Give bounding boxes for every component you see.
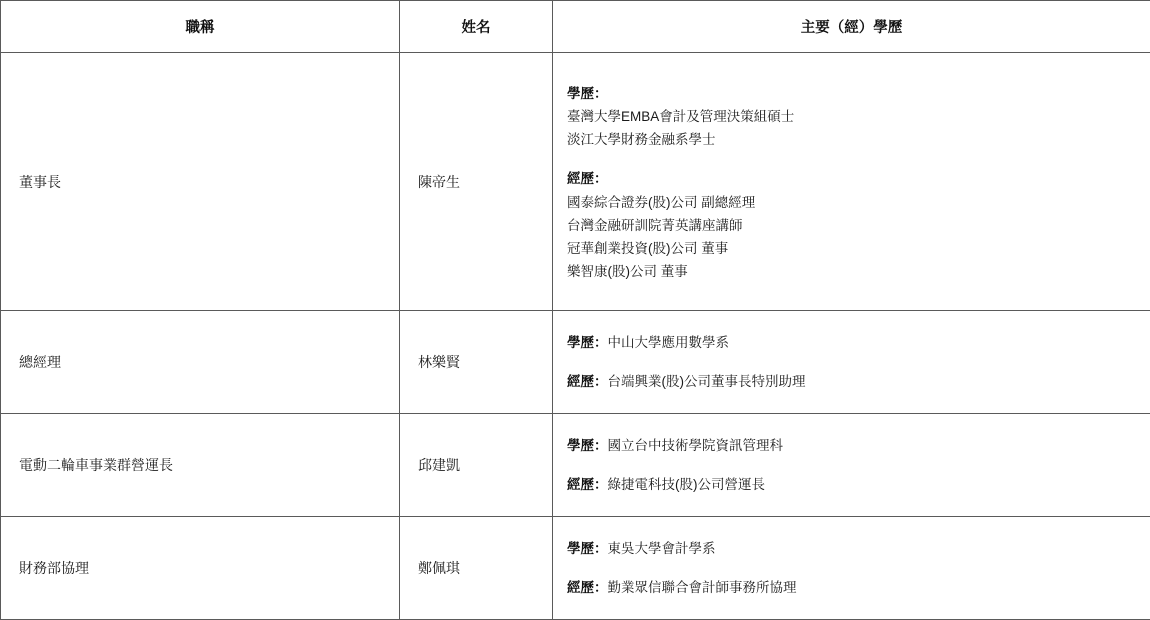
education-label: 學歷：	[567, 540, 608, 556]
cell-title: 董事長	[1, 53, 400, 311]
table-row	[1, 311, 1150, 414]
cell-name: 林樂賢	[400, 311, 553, 414]
education-group	[567, 331, 1136, 354]
experience-item: 冠華創業投資(股)公司 董事	[567, 240, 729, 256]
experience-item: 國泰綜合證券(股)公司 副總經理	[567, 194, 756, 210]
education-group	[567, 434, 1136, 457]
cell-name: 鄭佩琪	[400, 517, 553, 620]
experience-item: 樂智康(股)公司 董事	[567, 264, 688, 280]
education-group	[567, 82, 1136, 152]
experience-label: 經歷：	[567, 171, 608, 187]
column-header-education: 主要（經）學歷	[553, 1, 1150, 53]
experience-label: 經歷：	[567, 477, 608, 492]
cell-education	[553, 414, 1150, 517]
cell-education	[553, 517, 1150, 620]
experience-item: 台端興業(股)公司董事長特別助理	[607, 374, 806, 389]
education-group	[567, 537, 1136, 560]
experience-item: 台灣金融研訓院菁英講座講師	[567, 217, 743, 233]
table-row	[1, 53, 1150, 311]
experience-item: 勤業眾信聯合會計師事務所協理	[607, 580, 797, 595]
education-label: 學歷：	[567, 85, 608, 101]
column-header-title: 職稱	[1, 1, 400, 53]
education-item: 國立台中技術學院資訊管理科	[607, 437, 783, 453]
cell-education	[553, 53, 1150, 311]
cell-title: 電動二輪車事業群營運長	[1, 414, 400, 517]
education-label: 學歷：	[567, 437, 608, 453]
cell-title: 財務部協理	[1, 517, 400, 620]
experience-group	[567, 576, 1136, 599]
column-header-name: 姓名	[400, 1, 553, 53]
experience-group	[567, 167, 1136, 283]
education-label: 學歷：	[567, 334, 608, 350]
cell-education	[553, 311, 1150, 414]
table-row	[1, 414, 1150, 517]
education-item: 臺灣大學EMBA會計及管理決策組碩士	[567, 108, 795, 124]
cell-name: 陳帝生	[400, 53, 553, 311]
education-item: 中山大學應用數學系	[607, 334, 729, 350]
cell-title: 總經理	[1, 311, 400, 414]
experience-group	[567, 473, 1136, 496]
experience-label: 經歷：	[567, 374, 608, 389]
education-item: 東吳大學會計學系	[607, 540, 716, 556]
education-item: 淡江大學財務金融系學士	[567, 132, 716, 148]
table-header	[1, 1, 1150, 53]
experience-group	[567, 370, 1136, 393]
experience-label: 經歷：	[567, 580, 608, 595]
experience-item: 綠捷電科技(股)公司營運長	[607, 477, 765, 492]
table-body	[1, 53, 1150, 620]
table-header-row	[1, 1, 1150, 53]
cell-name: 邱建凱	[400, 414, 553, 517]
table-row	[1, 517, 1150, 620]
